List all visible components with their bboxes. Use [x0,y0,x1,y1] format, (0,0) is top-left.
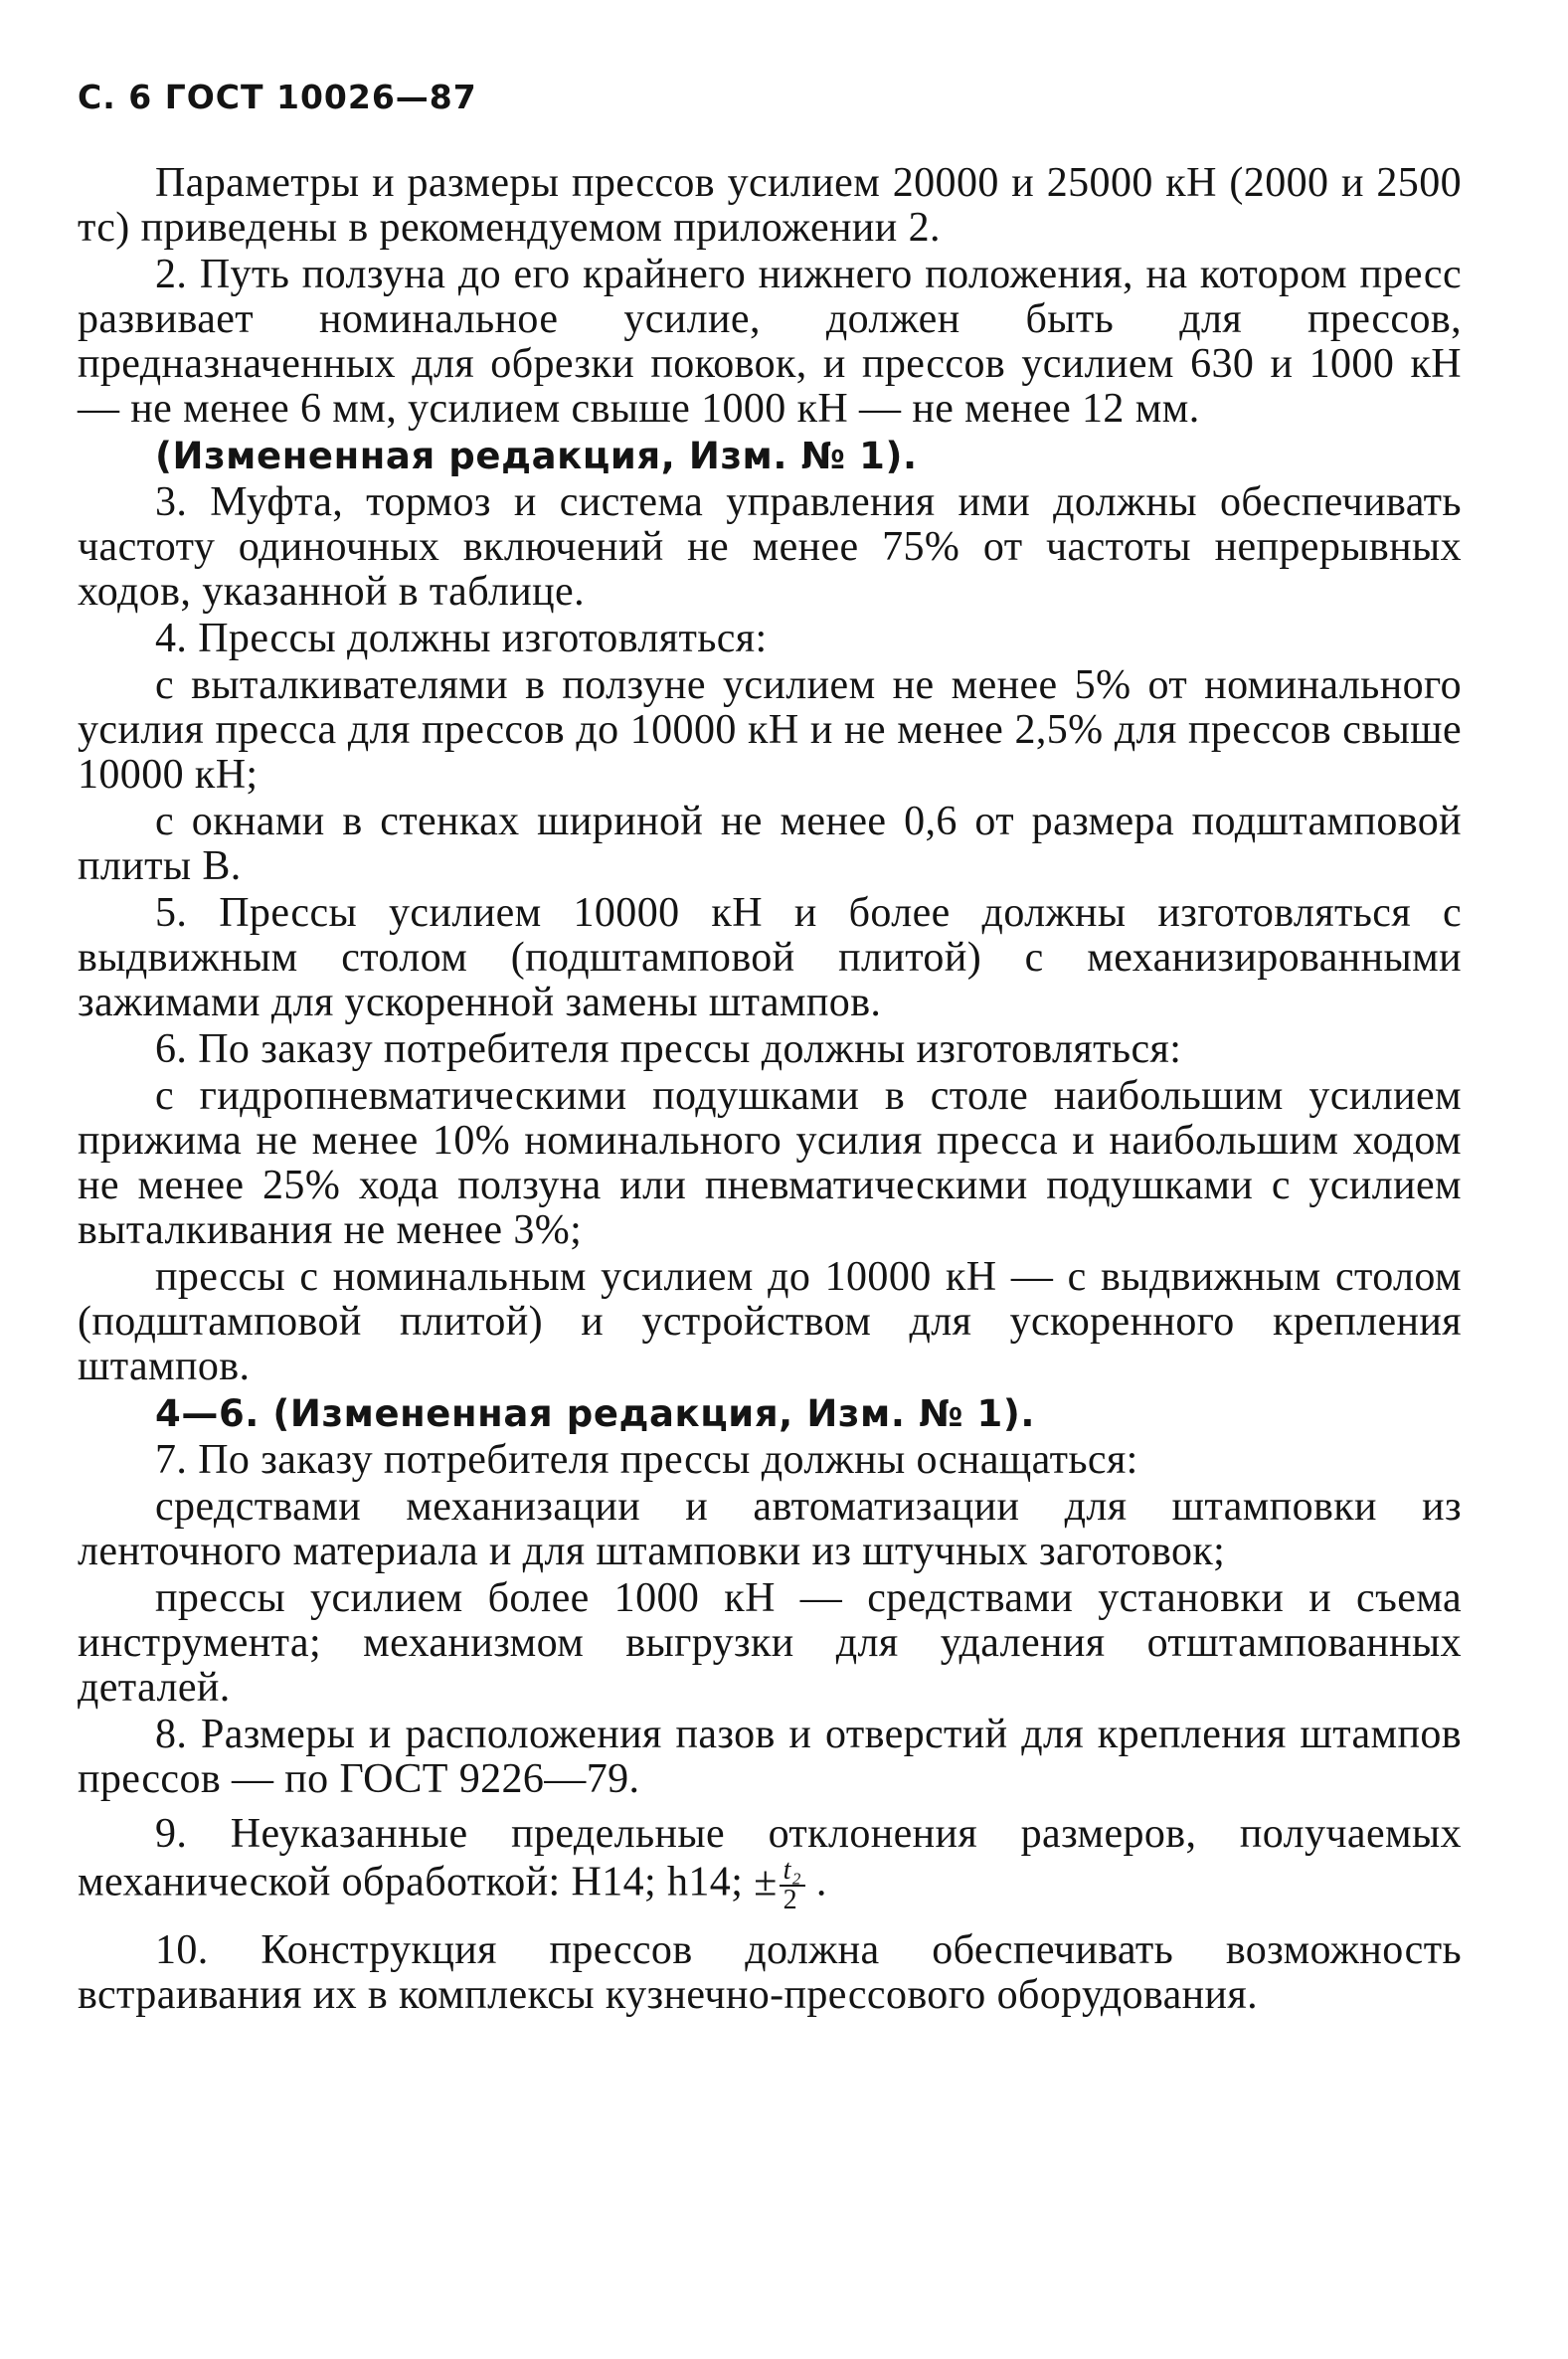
document-body [78,161,1462,2020]
formula-tail: . [804,1859,827,1905]
amendment-note-1: (Измененная редакция, Изм. № 1). [155,435,918,477]
paragraph-6-cushions: с гидропневматическими подушками в столе наибольшим усилием прижима не менее 10% номинального усилия пресса и наибольшим ходом не менее 25% хода ползуна или пневматическими подушками с усилием выталкивания не менее 3%; [78,1073,1462,1253]
fraction-numerator: t₂ [780,1857,805,1887]
paragraph-7-tool-change: прессы усилием более 1000 кН — средствами установки и съема инструмента; механизмом выгрузки для удаления отштампованных деталей. [78,1575,1462,1711]
paragraph-4-ejectors: с выталкивателями в ползуне усилием не менее 5% от номинального усилия пресса для прессов до 10000 кН и не менее 2,5% для прессов свыше 10000 кН; [78,662,1462,798]
page-header: С. 6 ГОСТ 10026—87 [78,78,477,116]
paragraph-4-windows: с окнами в стенках шириной не менее 0,6 от размера подштамповой плиты В. [78,799,1462,889]
paragraph-9-text: 9. Неуказанные предельные отклонения размеров, получаемых механической обработкой: H14; h14; [78,1811,1462,1905]
paragraph-7-equipment: 7. По заказу потребителя прессы должны оснащаться: [155,1437,1138,1483]
paragraph-6-presses-table: прессы с номинальным усилием до 10000 кН — с выдвижным столом (подштамповой плитой) и устройством для ускоренного крепления штампов. [78,1254,1462,1389]
paragraph-7-automation: средствами механизации и автоматизации для штамповки из ленточного материала и для штамповки из штучных заготовок; [78,1484,1462,1574]
paragraph-intro-large-presses: Параметры и размеры прессов усилием 20000 и 25000 кН (2000 и 2500 тс) приведены в рекомендуемом приложении 2. [78,160,1462,251]
fraction-denominator: 2 [783,1885,798,1915]
paragraph-9-tolerances [78,1812,1462,1914]
plus-minus-sign: ± [754,1859,778,1905]
paragraph-3-clutch-brake: 3. Муфта, тормоз и система управления ими должны обеспечивать частоту одиночных включений не менее 75% от частоты непрерывных ходов, указанной в таблице. [78,479,1462,615]
paragraph-2-slide-path: 2. Путь ползуна до его крайнего нижнего положения, на котором пресс развивает номинальное усилие, должен быть для прессов, предназначенных для обрезки поковок, и прессов усилием 630 и 1000 кН — не менее 6 мм, усилием свыше 1000 кН — не менее 12 мм. [78,252,1462,432]
paragraph-10-construction: 10. Конструкция прессов должна обеспечивать возможность встраивания их в комплексы кузнечно-прессового оборудования. [78,1927,1462,2018]
amendment-note-4-6: 4—6. (Измененная редакция, Изм. № 1). [155,1392,1036,1435]
paragraph-6-order: 6. По заказу потребителя прессы должны изготовляться: [155,1026,1182,1072]
paragraph-4-manufacture: 4. Прессы должны изготовляться: [155,616,768,661]
paragraph-5-sliding-table: 5. Прессы усилием 10000 кН и более должны изготовляться с выдвижным столом (подштамповой плитой) с механизированными зажимами для ускоренной замены штампов. [78,890,1462,1025]
tolerance-fraction [780,1857,805,1914]
paragraph-8-slots: 8. Размеры и расположения пазов и отверстий для крепления штампов прессов — по ГОСТ 9226—79. [78,1712,1462,1802]
